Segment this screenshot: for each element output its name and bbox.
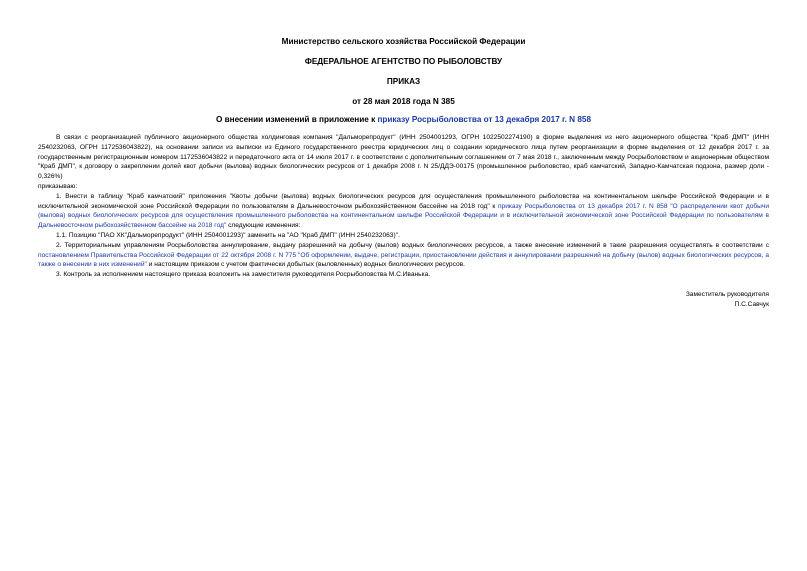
document-type: ПРИКАЗ: [386, 77, 421, 86]
paragraph-item-2: [38, 241, 769, 270]
paragraph-item-3: 3. Контроль за исполнением настоящего приказа возложить на заместителя руководителя Росрыболовства М.С.Иванька.: [56, 271, 431, 279]
paragraph-item-2-tail: и настоящим приказом с учетом фактически добытых (выловленных) водных биологических ресурсов.: [146, 261, 465, 269]
document-body: [38, 133, 769, 280]
paragraph-preamble: В связи с реорганизацией публичного акционерного общества холдинговая компания "Дальморепродукт" (ИНН 2504001293, ОГРН 1022502274190) в форме выделения из него акционерного общества "Краб ДМП" (ИНН 2540232063, ОГРН 1172536043822), на основании записи из выписки из Единого государственного реестра юридических лиц о создании юридического лица путем реорганизации в форме выделения от 12 декабря 2017 г. за государственным регистрационным номером 1172536043822 и передаточного акта от 14 июля 2017 г. в соответствии с дополнительным соглашением от 7 мая 2018 г., заключенным между Росрыболовством и акционерным обществом "Краб ДМП", к договору о закреплении долей квот добычи (вылова) водных биологических ресурсов от 1 декабря 2008 г. N 25/ДДЭ-00175 (промышленное рыболовство, краб камчатский, Западно-Камчатская подзона, размер доли - 0,326%): [38, 134, 769, 181]
paragraph-item-1: [38, 192, 769, 231]
document-title: [0, 115, 807, 125]
document-title-link[interactable]: приказу Росрыболовства от 13 декабря 2017 г. N 858: [377, 115, 592, 124]
agency-name: ФЕДЕРАЛЬНОЕ АГЕНТСТВО ПО РЫБОЛОВСТВУ: [304, 57, 503, 66]
ministry-name: Министерство сельского хозяйства Российской Федерации: [281, 37, 526, 46]
order-858-link[interactable]: приказу Росрыболовства от 13 декабря 2017 г. N 858 "О распределении квот добычи (вылова) водных биологических ресурсов для осуществления промышленного рыболовства на континентальном шельфе Российской Федерации и в исключительной экономической зоне Российской Федерации по пользователям в Дальневосточном рыбохозяйственном бассейне на 2018 год": [38, 202, 769, 230]
paragraph-item-1-text: 1. Внести в таблицу "Краб камчатский" приложения "Квоты добычи (вылова) водных биологических ресурсов для осуществления промышленного рыболовства на континентальном шельфе Российской Федерации и в исключительной экономической зоне Российской Федерации по пользователям в Дальневосточном рыбохозяйственном бассейне на 2018 год" к: [38, 192, 769, 210]
paragraph-item-1-tail: следующие изменения:: [226, 222, 301, 230]
signature-position: Заместитель руководителя: [685, 291, 769, 298]
paragraph-order: приказываю:: [38, 182, 78, 190]
signature-name: П.С.Савчук: [734, 301, 769, 308]
document-date-number: от 28 мая 2018 года N 385: [352, 97, 455, 106]
paragraph-item-2-text: 2. Территориальным управлениям Росрыболовства аннулирование, выдачу разрешений на добычу (вылов) водных биологических ресурсов, а также внесение изменений в такие разрешения осуществлять в соответствии с: [56, 241, 769, 249]
signature-block: [686, 290, 769, 310]
paragraph-item-1-1: 1.1. Позицию "ПАО ХК"Дальморепродукт" (ИНН 2504001293)" заменить на "АО "Краб ДМП" (ИНН 2540232063)".: [56, 231, 400, 239]
resolution-775-link[interactable]: постановлением Правительства Российской Федерации от 22 октября 2008 г. N 775 "Об оформлении, выдаче, регистрации, приостановлении действия и аннулировании разрешений на добычу (вылов) водных биологических ресурсов, а также о внесении в них изменений": [38, 251, 769, 269]
document-title-prefix: О внесении изменений в приложение к: [215, 115, 378, 124]
